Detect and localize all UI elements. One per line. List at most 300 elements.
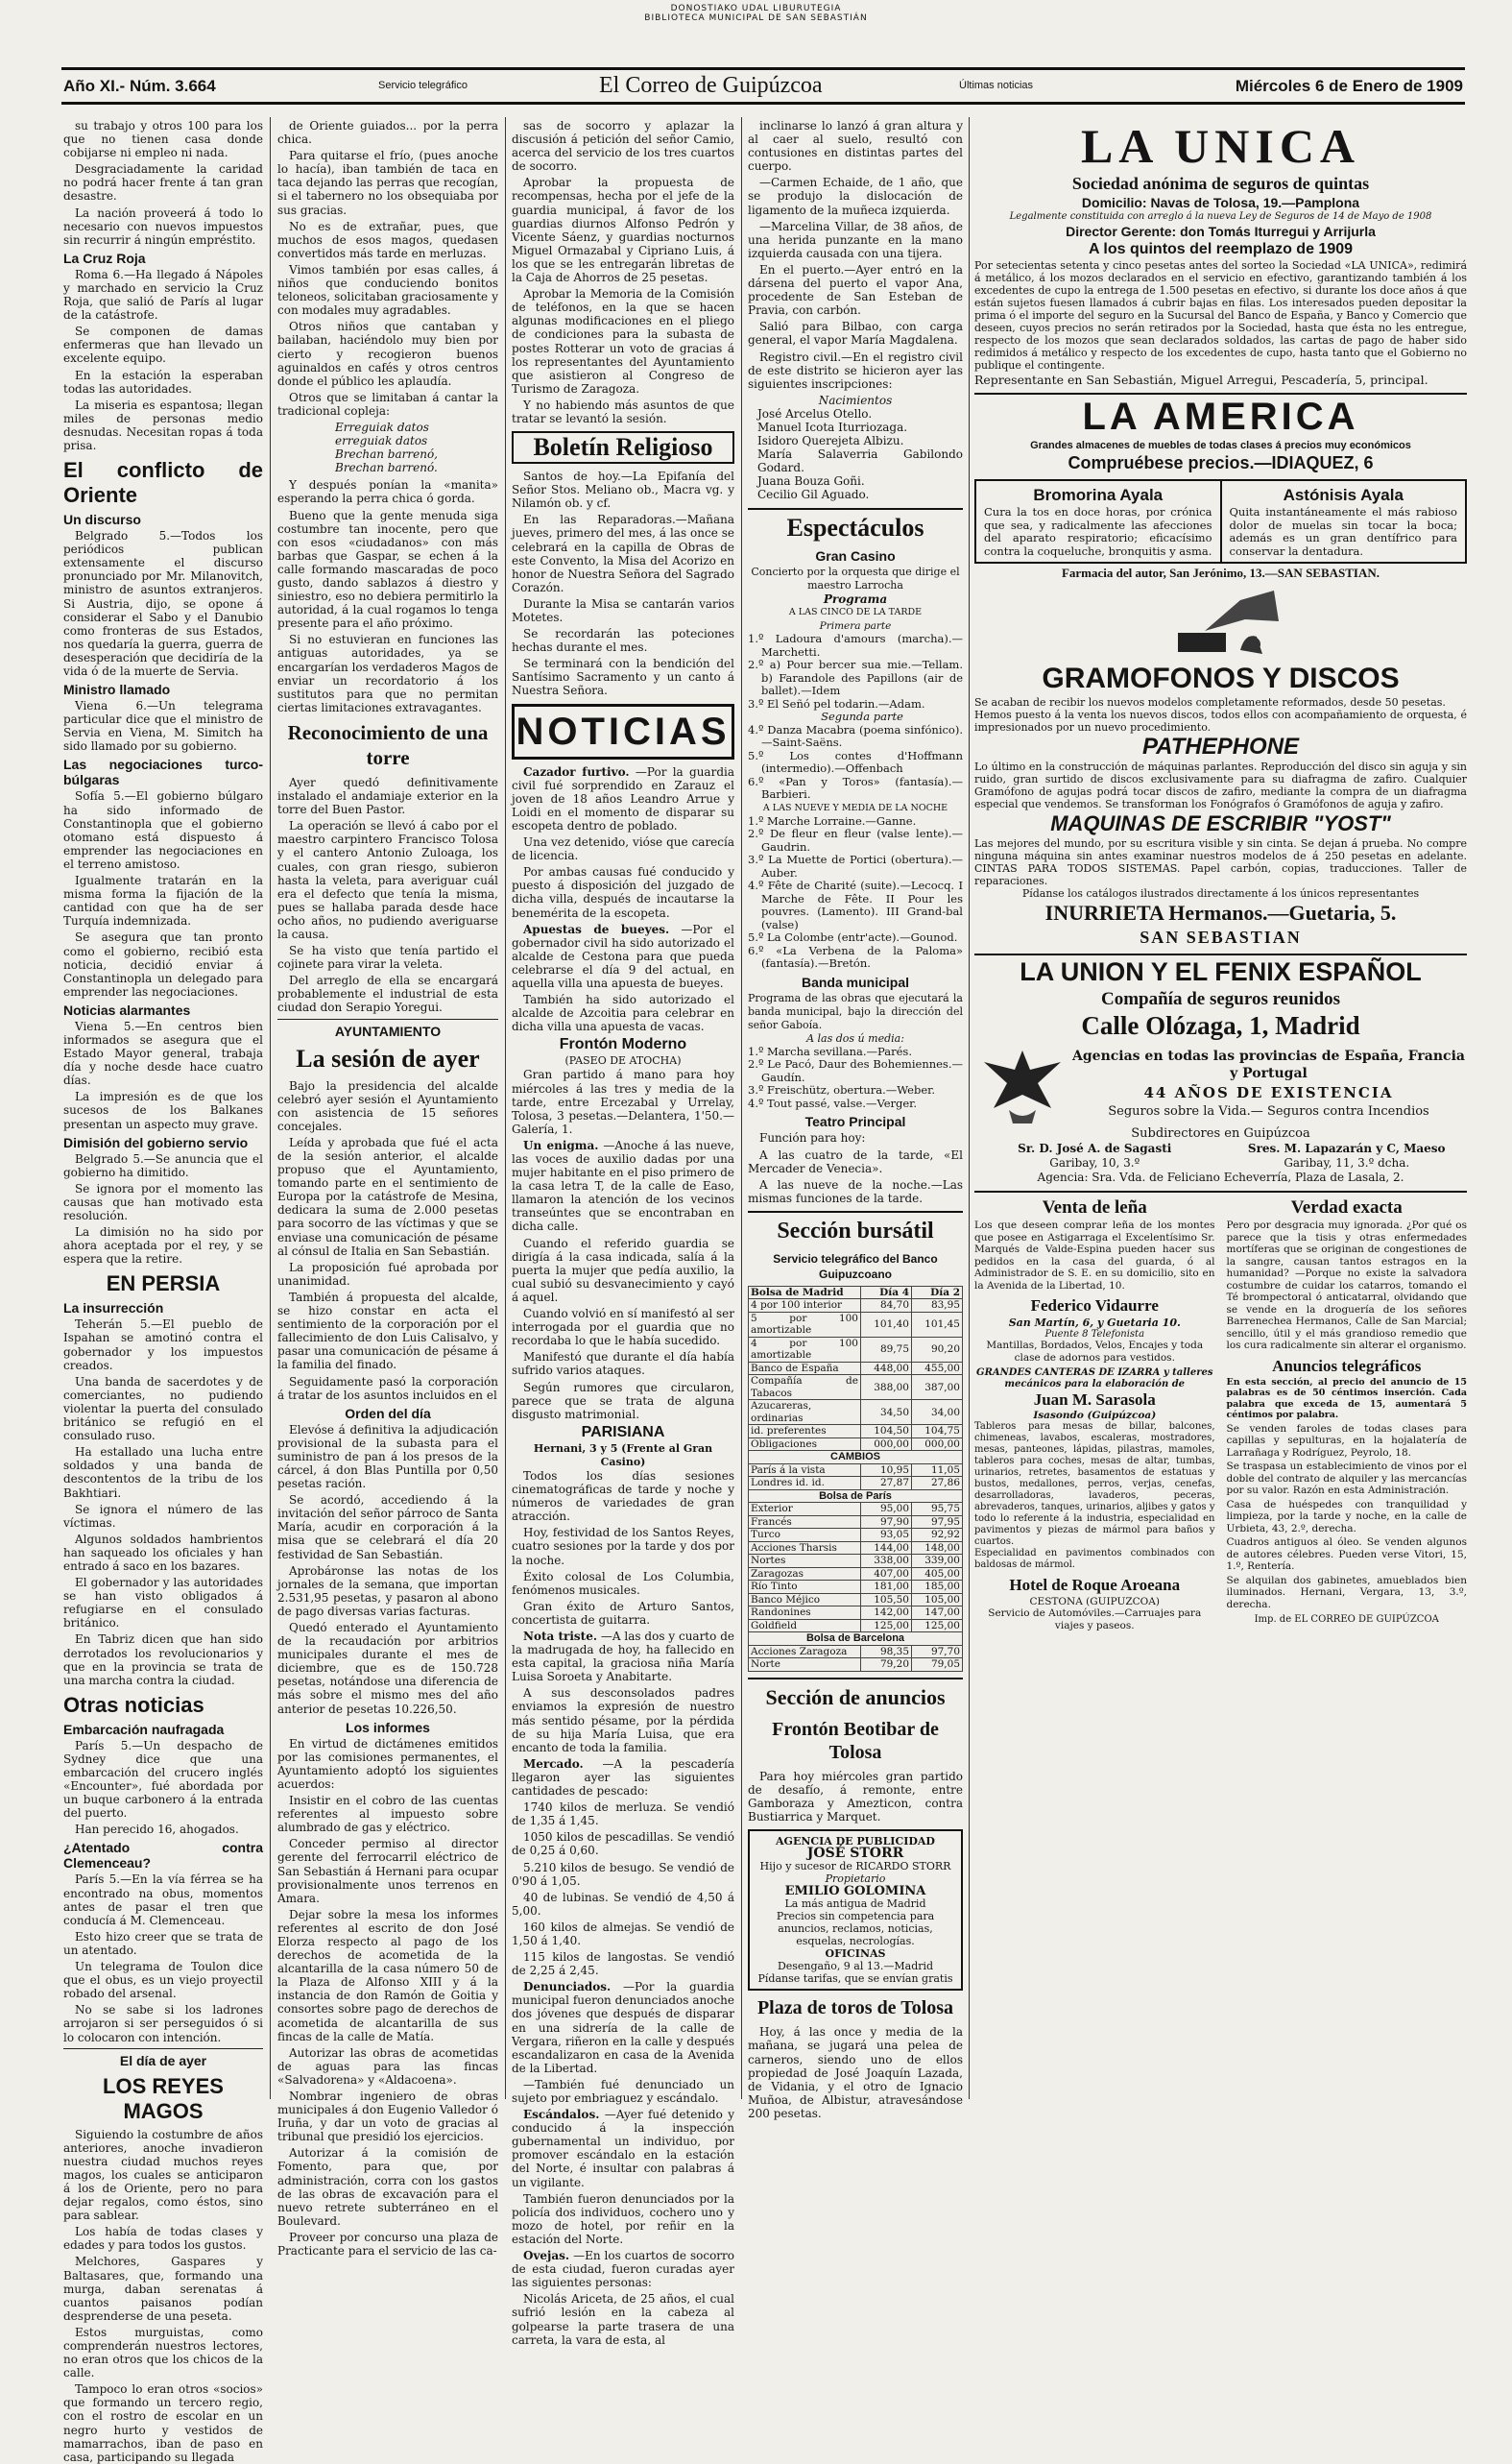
column-3 (512, 119, 734, 2347)
ad-line: Legalmente constituida con arreglo á la nueva Ley de Seguros de 14 de Mayo de 1908 (1009, 211, 1432, 222)
paragraph: Roma 6.—Ha llegado á Nápoles y marchado en servicio la Cruz Roja, que salió de París al lugar de la catástrofe. (63, 267, 263, 323)
subheading: A LAS NUEVE Y MEDIA DE LA NOCHE (762, 802, 948, 813)
item-text: —Por el gobernador civil ha sido autorizado el alcalde de Cestona para que pueda celebrarse el día 9 del actual, en aquella villa una apuesta de bueyes. (512, 922, 734, 990)
paragraph (512, 2108, 734, 2189)
table-section: Bolsa de Barcelona (749, 1632, 963, 1646)
section-heading: Embarcación naufragada (63, 1721, 225, 1737)
ad-title-sarasola: Juan M. Sarasola (1033, 1390, 1156, 1409)
ad-body: Por setecientas setenta y cinco pesetas antes del sorteo la Sociedad «LA UNICA», redimirá á metálico, á los mozos declarados en el servicio en efectivo, garantizando también á los excedentes de cupo la entrega de 1.500 pesetas en efectivo, si durante los doce años á que están sujetos fuesen llamados á cubrir bajas en filas. Los interesados pueden depositar la prima ó el importe del seguro en la Sucursal del Banco de España, y Banco y Comercio que deseen, cuyos precios no serán retirados por la Sociedad, hasta que ésta no les entregue, respecto de los mozos que sean declarados soldados, las cartas de pago de haber sido redimidos á metálico y respecto de los excedentes de cupo, hasta tanto que el Gobierno no publique el contingente. (974, 259, 1467, 372)
ad-body: Especialidad en pavimentos combinados con baldosas de mármol. (974, 1548, 1215, 1570)
ad-title: Bromorina Ayala (1033, 486, 1164, 504)
table-cell: Exterior (749, 1503, 861, 1516)
paragraph: En la estación la esperaban todas las autoridades. (63, 368, 263, 396)
paragraph: Tampoco lo eran otros «socios» que formando un tercero regio, con el rostro de escolar en un negro hurto y vestidos de mamarrachos, iban de paso en casa, participando su llegada (63, 2382, 263, 2464)
table-cell: Randonines (749, 1606, 861, 1620)
table-cell: 455,00 (912, 1362, 963, 1375)
paragraph: A sus desconsolados padres enviamos la expresión de nuestro más sentido pésame, por la pérdida de su hija María Luisa, que era encanto de toda la familia. (512, 1686, 734, 1754)
headline: Reconocimiento de una torre (287, 720, 489, 769)
paragraph: Teherán 5.—El pueblo de Ispahan se amotinó contra el gobernador y los impuestos creados. (63, 1317, 263, 1372)
subheading: Hernani, 3 y 5 (Frente al Gran Casino) (533, 1441, 713, 1468)
paragraph: Belgrado 5.—Se anuncia que el gobierno ha dimitido. (63, 1151, 263, 1179)
paragraph: Función para hoy: (759, 1131, 866, 1146)
table-row (749, 1312, 963, 1337)
ad-line: CESTONA (GUIPUZCOA) (1029, 1596, 1160, 1607)
paragraph: La nación proveerá á todo lo necesario con nuevos impuestos sin recurrir á ningún empréstito. (63, 205, 263, 247)
table-cell: Norte (749, 1658, 861, 1672)
paragraph: Para hoy miércoles gran partido de desafío, á remonte, entre Gamboraza y Amezticon, contra Bustiarrica y Marquet. (748, 1769, 963, 1824)
table-cell: 34,00 (912, 1400, 963, 1425)
ad-right (1220, 481, 1466, 562)
list-item: María Salaverria Gabilondo Godard. (757, 447, 963, 475)
paragraph: Si no estuvieran en funciones las antiguas autoridades, ya se encargarían los verdaderos Magos de enviar un recordatorio á los sustitutos para que no permitan ciertas limitaciones extravagantes. (277, 633, 498, 714)
table-row (749, 1581, 963, 1594)
paragraph: Aprobar la Memoria de la Comisión de teléfonos, en la que se hacen algunas modificaciones en el pliego de condiciones para la subasta de postes Rotterar un voto de gracias á los representantes del Ayuntamiento que asistieron al Congreso de Turismo de Zaragoza. (512, 287, 734, 396)
newspaper-title: El Correo de Guipúzcoa (599, 73, 823, 98)
ad-footer: Farmacia del autor, San Jerónimo, 13.—SAN SEBASTIAN. (1061, 566, 1380, 580)
ad-line: Isasondo (Guipúzcoa) (1033, 1410, 1157, 1421)
masthead-right-section: Últimas noticias (959, 80, 1034, 91)
paragraph: Cuando volvió en sí manifestó al ser interrogada por el guardia que no recordaba lo que le había sucedido. (512, 1307, 734, 1348)
paragraph: Se terminará con la bendición del Santísimo Sacramento y un canto á Nuestra Señora. (512, 657, 734, 698)
table-row (749, 1437, 963, 1451)
paragraph: Se ha visto que tenía partido el cojinete para virar la veleta. (277, 944, 498, 972)
ad-line: Garibay, 10, 3.º (1049, 1156, 1140, 1170)
ad-line: Precios sin competencia para anuncios, reclamos, noticias, esquelas, necrologías. (776, 1910, 935, 1948)
subdirector (1227, 1142, 1468, 1171)
table-cell: 10,95 (861, 1463, 912, 1477)
imprint: Imp. de EL CORREO DE GUIPÚZCOA (1254, 1614, 1439, 1625)
table-row (749, 1658, 963, 1672)
table-cell: 98,35 (861, 1645, 912, 1658)
section-heading: La insurrección (63, 1300, 164, 1317)
paragraph: Bajo la presidencia del alcalde celebró ayer sesión el Ayuntamiento con asistencia de 15 señores concejales. (277, 1078, 498, 1133)
program-item: 3.º El Señó pel todarin.—Adam. (748, 696, 925, 711)
paragraph: Manifestó que durante el día había sufrido varios ataques. (512, 1350, 734, 1378)
paragraph: Seguidamente pasó la corporación á tratar de los asuntos incluidos en el (277, 1374, 498, 1402)
table-row (749, 1463, 963, 1477)
paragraph: —Carmen Echaide, de 1 año, que se produjo la dislocación de ligamento de la muñeca izquierda. (748, 176, 963, 217)
paragraph: de Oriente guiados... por la perra chica. (277, 119, 498, 147)
section-heading: Los informes (346, 1719, 430, 1735)
ad-line: Sr. D. José A. de Sagasti (1018, 1142, 1172, 1155)
ad-line: OFICINAS (825, 1947, 886, 1961)
ad-line: San Martín, 6, y Guetaria 10. (1008, 1317, 1181, 1329)
verse-line: Brechan barrenó. (335, 461, 438, 475)
ad-subtitle: Sociedad anónima de seguros de quintas (1071, 174, 1370, 193)
paragraph: Durante la Misa se cantarán varios Motetes. (512, 596, 734, 624)
item-text: —Por la guardia municipal fueron denunciados anoche dos jóvenes que después de disparar en una sidrería de la calle de Vergara, riñeron en la calle y después escandalizaron en casa de la Avenida de la Libertad. (512, 1980, 734, 2075)
paragraph: Registro civil.—En el registro civil de este distrito se hicieron ayer las siguientes inscripciones: (748, 350, 963, 391)
table-row (749, 1375, 963, 1400)
ad-title-lena: Venta de leña (1042, 1197, 1147, 1218)
phoenix-icon (974, 1041, 1070, 1125)
paragraph: Ayer quedó definitivamente instalado el andamiaje exterior en la torre del Buen Pastor. (277, 775, 498, 817)
table-cell: 5 por 100 amortizable (749, 1312, 861, 1337)
headline: Sección bursátil (748, 1211, 963, 1245)
paragraph: Se ignora el número de las víctimas. (63, 1502, 263, 1530)
ad-line-part: Seguros sobre la Vida.— (1108, 1103, 1263, 1119)
paragraph: Aprobáronse las notas de los jornales de la semana, que importan 2.531,95 pesetas, y pasaron al abono de pago diversas varias facturas. (277, 1563, 498, 1618)
ad-title: Astónisis Ayala (1283, 486, 1404, 504)
paragraph: Una banda de sacerdotes y de comerciantes, no pudiendo violentar la puerta del consulado británico se refugió en el consulado ruso. (63, 1374, 263, 1443)
ad-title-la-unica: LA UNICA (1080, 119, 1361, 173)
paragraph: Dejar sobre la mesa los informes referentes al escrito de don José Elorza respecto al pago de los derechos de acometida de la alcantarilla de la casa número 50 de la Plaza de Alfonso XIII y á la instancia de don Ramón de Goitia y consortes sobre pago de derechos de acometida de alcantarilla de sus fincas de la calle de Matía. (277, 1907, 498, 2043)
paragraph (512, 1757, 734, 1798)
paragraph: Estos murguistas, como comprenderán nuestros lectores, no eran otros que los chicos de la calle. (63, 2325, 263, 2380)
ad-line: Desengaño, 9 al 13.—Madrid (777, 1960, 934, 1973)
paragraph: Autorizar las obras de acometidas de aguas para las fincas «Salvadorena» y «Aldacoena». (277, 2045, 498, 2087)
paragraph: También fueron denunciados por la policía dos individuos, cochero uno y mozo de hotel, por reñir en la estación del Norte. (512, 2191, 734, 2246)
paragraph: Hoy, á las once y media de la mañana, se jugará una pelea de carneros, siendo uno de ellos propiedad de José Joaquín Lazada, de Vidania, y el otro de Ignacio Muñoa, de Albistur, atravesándose 200 pesetas. (748, 2025, 963, 2120)
paragraph: También á propuesta del alcalde, se hizo constar en acta el sentimiento de la corporación por el fallecimiento de don Luis Calisalvo, y pasar una comunicación de pésame á la familia del finado. (277, 1290, 498, 1372)
table-header-row (749, 1489, 963, 1503)
ad-body: Los que deseen comprar leña de los montes que posee en Astigarraga el Excelentísimo Sr. Marqués de Valde-Espina pueden hacer sus pedidos en la casa del guarda, ó al Administrador de S. E. en su domicilio, sito en la Avenida de la Libertad, 10. (974, 1220, 1215, 1292)
ad-body: Quita instantáneamente el más rabioso dolor de muelas sin tocar la boca; además es un gran dentífrico para conservar la dentadura. (1229, 505, 1457, 558)
section-heading: Orden del día (345, 1405, 431, 1421)
ad-body: Tableros para mesas de billar, balcones, chimeneas, lavabos, escaleras, mostradores, mesas, panteones, lápidas, pilastras, mamoles, tableros para coches, mesas de altar, tumbas, urinarios, retretes, basamentos de estatuas y bustos, medallones, perros, verjas, cenefas, desarrolladoras, lavaderos, peceras, abrevaderos, tanques, urinarios, aljibes y gatos y todo lo referente á la industria, especialidad en pavimentos y piezas de mármol para baños y cuartos. (974, 1421, 1215, 1547)
subheading: (PASEO DE ATOCHA) (564, 1054, 682, 1068)
item-heading: Cazador furtivo. (523, 764, 630, 779)
table-cell: Banco Méjico (749, 1593, 861, 1606)
paragraph: Éxito colosal de Los Columbia, fenómenos musicales. (512, 1569, 734, 1597)
table-cell: Zaragozas (749, 1567, 861, 1581)
table-body (749, 1645, 963, 1671)
subheading: Servicio telegráfico del Banco Guipuzcoano (773, 1251, 938, 1281)
stock-table (748, 1286, 963, 1672)
table-header-row (749, 1286, 963, 1299)
list-item: Isidoro Querejeta Albizu. (757, 434, 904, 448)
item-heading: Un enigma. (523, 1138, 599, 1152)
classified: Cuadros antiguos al óleo. Se venden algunos de autores célebres. Pueden verse Vitori, 15, 1.º, Rentería. (1226, 1536, 1467, 1572)
paragraph: Sofía 5.—El gobierno búlgaro ha sido informado de Constantinopla que el gobierno otomano está dispuesto á emprender las negociaciones en el terreno amistoso. (63, 789, 263, 871)
masthead (61, 73, 1465, 100)
ad-line: 44 AÑOS DE EXISTENCIA (1143, 1083, 1394, 1101)
ad-line: Representante en San Sebastián, Miguel Arregui, Pescadería, 5, principal. (974, 373, 1428, 387)
program-list (748, 1046, 963, 1111)
table-cell: 142,00 (861, 1606, 912, 1620)
table-cell: Acciones Tharsis (749, 1541, 861, 1555)
paragraph: —También fué denunciado un sujeto por embriaguez y escándalo. (512, 2077, 734, 2105)
paragraph: Aprobar la propuesta de recompensas, hecha por el jefe de la guardia municipal, á favor de los guardias diurnos Alfonso Pedrón y Vicente Sáenz, y guardias nocturnos Miguel Ormazabal y Cipriano Luis, á los que se les entregarán libretas de la Caja de Ahorros de 25 pesetas. (512, 176, 734, 285)
table-cell: 97,90 (861, 1515, 912, 1529)
program-item: 6.º «Pan y Toros» (fantasía).—Barbieri. (748, 774, 963, 801)
paragraph (512, 765, 734, 833)
subheading: Concierto por la orquesta que dirige el maestro Larrocha (751, 565, 960, 592)
table-cell: 27,86 (912, 1477, 963, 1490)
program-item: 1.º Marche Lorraine.—Ganne. (748, 813, 917, 828)
paragraph: Se asegura que tan pronto como el gobierno, recibió esta noticia, decidió enviar á Constantinopla un delegado para emprender las negociaciones. (63, 930, 263, 999)
gramophone-icon (1149, 583, 1293, 660)
paragraph: Otros niños que cantaban y bailaban, haciéndolo muy bien por cierto y recogieron buenos aguinaldos en cafés y otros centros donde el público les aplaudía. (277, 320, 498, 388)
table-cell: 34,50 (861, 1400, 912, 1425)
table-cell: 405,00 (912, 1567, 963, 1581)
subdirector (974, 1142, 1215, 1171)
paragraph: Por ambas causas fué conducido y puesto á disposición del juzgado de dicha villa, después de incautarse la benemérita de la escopeta. (512, 865, 734, 920)
section-heading: Gran Casino (815, 547, 896, 564)
paragraph: Bueno que la gente menuda siga costumbre tan inocente, pero que con esos «ciudadanos» con más barbas que Gaspar, se echen á la calle formando mascaradas de poco gusto, dando sablazos á diestro y siniestro, eso no debiera permitirlo la autoridad, á la cual rogamos lo tenga presente para el año próximo. (277, 508, 498, 631)
section-heading: Banda municipal (801, 974, 910, 990)
ad-left (976, 481, 1220, 562)
ad-body: Pero por desgracia muy ignorada. ¿Por qué os parece que la tisis y otras enfermedades mortíferas que se originan de congestiones de la sangre, causan tantos estragos en la humanidad? —Porque no existe la salvadora costumbre de cuidar los catarros, tomando el Té brompectoral ó anticatarral, olvidando que se vende en la droguería de los señores Barrenechea Hermanos, Calle de San Marcial; sencillo, útil y el más grandioso remedio que los cura radicalmente sin alterar el organismo. (1226, 1220, 1467, 1351)
ad-line: AGENCIA DE PUBLICIDAD (776, 1835, 935, 1848)
paragraph: En el puerto.—Ayer entró en la dársena del puerto el vapor Ana, procedente de San Esteban de Pravia, con carbón. (748, 262, 963, 318)
headline: Frontón Beotibar de Tolosa (772, 1718, 939, 1763)
paragraph: Todos los días sesiones cinematográficas de tarde y noche y números de variedades de gran atracción. (512, 1468, 734, 1524)
table-body (749, 1299, 963, 1451)
subheading: Nacimientos (818, 393, 893, 407)
paragraph: A las cuatro de la tarde, «El Mercader de Venecia». (748, 1147, 963, 1175)
program-item: 4.º Tout passé, valse.—Verger. (748, 1096, 918, 1110)
program-item: 6.º «La Verbena de la Paloma» (fantasía).—Bretón. (748, 943, 963, 971)
program-item: 4.º Fête de Charité (suite).—Lecocq. I Marche de Fête. II Pour les pouvres. (Lamento). III Grand-bal (valse) (748, 879, 963, 931)
paragraph: Hoy, festividad de los Santos Reyes, cuatro sesiones por la tarde y dos por la noche. (512, 1526, 734, 1567)
ad-line: Pídanse tarifas, que se envían gratis (757, 1972, 953, 1986)
paragraph: inclinarse lo lanzó á gran altura y al caer al suelo, resultó con contusiones en distintas partes del cuerpo. (748, 119, 963, 174)
table-cell: 147,00 (912, 1606, 963, 1620)
section-heading: Las negociaciones turco-búlgaras (63, 757, 263, 788)
headline: Otras noticias (63, 1692, 204, 1717)
program-item: 1.º Ladoura d'amours (marcha).—Marchetti. (748, 632, 963, 659)
paragraph: La operación se llevó á cabo por el maestro carpintero Francisco Tolosa y el cantero Antonio Zuloaga, los cuales, con gran riesgo, subieron hasta la veleta, para averiguar cuál era el defecto que tenía la misma, pues se hallaba parada desde hace ocho años, no pudiendo averiguarse la causa. (277, 819, 498, 941)
program-item: 5.º Los contes d'Hoffmann (intermedio).—Offenbach (748, 748, 963, 775)
headline: Boletín Religioso (512, 431, 734, 464)
ad-line: Agencias en todas las provincias de España, Francia y Portugal (1072, 1048, 1465, 1081)
item-text: —Por la guardia civil fué sorprendido en Zarauz el joven de 18 años Leandro Arrue y Loidi en el momento de disparar su escopeta dentro de poblado. (512, 764, 734, 833)
paragraph: No se sabe si los ladrones arrojaron si ser perseguidos ó si lo colocaron con intención. (63, 2003, 263, 2044)
paragraph: Según rumores que circularon, parece que se trata de alguna disgusto matrimonial. (512, 1380, 734, 1421)
agency-ad (748, 1829, 963, 1991)
ad-body: Las mejores del mundo, por su escritura visible y sin cinta. Se dejan á prueba. No compre ninguna máquina sin antes examinar nuestros modelos de á 250 pesetas en adelante. CINTAS PARA TODOS SISTEMAS. Papel carbón, copias, traducciones. Taller de reparaciones. (974, 837, 1467, 887)
paragraph: Elevóse á definitiva la adjudicación provisional de la subasta para el suministro de pan á los presos de la cárcel, á don Blas Puntilla por 0,50 pesetas ración. (277, 1422, 498, 1491)
table-cell: 93,05 (861, 1529, 912, 1542)
table-cell: Acciones Zaragoza (749, 1645, 861, 1658)
paragraph: Algunos soldados hambrientos han saqueado los oficiales y han entrado á saco en los bazares. (63, 1532, 263, 1573)
table-cell: Obligaciones (749, 1437, 861, 1451)
item-heading: Nota triste. (523, 1630, 598, 1643)
classified: Casa de huéspedes con tranquilidad y limpieza, por la tarde y noche, en la calle de Urbieta, 43, 2.º, derecha. (1226, 1498, 1467, 1534)
table-cell: 92,92 (912, 1529, 963, 1542)
ad-title-fenix: LA UNION Y EL FENIX ESPAÑOL (1020, 957, 1422, 986)
ad-title-telegraficos: Anuncios telegráficos (1272, 1356, 1422, 1375)
table-cell: 105,00 (912, 1593, 963, 1606)
paragraph: El gobernador y las autoridades se han visto obligados á refugiarse en el consulado británico. (63, 1576, 263, 1631)
ad-line: Sres. M. Lapazarán y C, Maeso (1247, 1142, 1446, 1155)
ad-body: Servicio de Automóviles.—Carruajes para viajes y paseos. (988, 1607, 1202, 1631)
ad-line: JOSÉ STORR (806, 1846, 904, 1862)
table-row (749, 1477, 963, 1490)
paragraph: Igualmente tratarán en la misma forma la fijación de la cantidad con que ha de ser Turquía indemnizada. (63, 874, 263, 929)
table-cell: 4 por 100 amortizable (749, 1337, 861, 1362)
table-cell: París á la vista (749, 1463, 861, 1477)
list-item: Cecilio Gil Aguado. (757, 488, 870, 502)
section-heading: El día de ayer (63, 2048, 263, 2068)
issue-date: Miércoles 6 de Enero de 1909 (1235, 77, 1463, 95)
ad-line-part: Seguros contra Incendios (1266, 1103, 1429, 1119)
column-1 (63, 119, 263, 2464)
ad-line: Calle Olózaga, 1, Madrid (1081, 1011, 1360, 1040)
section-heading: PARISIANA (581, 1423, 665, 1440)
paragraph: Se componen de damas enfermeras que han llevado un excelente equipo. (63, 325, 263, 366)
table-cell: 407,00 (861, 1567, 912, 1581)
lower-ads-left (974, 1196, 1215, 1631)
advertising-column (974, 119, 1467, 2097)
table-cell: Nortes (749, 1555, 861, 1568)
paragraph: Y no habiendo más asuntos de que tratar se levantó la sesión. (512, 398, 734, 425)
ad-line: Agencia: Sra. Vda. de Feliciano Echeverría, Plaza de Lasala, 2. (1037, 1171, 1404, 1184)
table-cell: 97,70 (912, 1645, 963, 1658)
item-heading: Mercado. (523, 1756, 584, 1771)
table-header: Día 2 (912, 1286, 963, 1299)
paragraph: Salió para Bilbao, con carga general, el vapor María Magdalena. (748, 320, 963, 348)
lower-ads (974, 1191, 1467, 1631)
column-divider (969, 117, 970, 2099)
table-row (749, 1593, 963, 1606)
paragraph: París 5.—En la vía férrea se ha encontrado na obus, momentos antes de pasar el tren que conducía á M. Clemenceau. (63, 1872, 263, 1927)
table-cell: 181,00 (861, 1581, 912, 1594)
subdirectors (974, 1142, 1467, 1171)
table-cell: Londres id. id. (749, 1477, 861, 1490)
verse-line: erreguiak datos (335, 434, 428, 448)
table-cell: 144,00 (861, 1541, 912, 1555)
table-row (749, 1515, 963, 1529)
paragraph: Para quitarse el frío, (pues anoche lo hacía), iban también de taca en taca dejando las perras que recogían, si el tabernero no los obsequiaba por sus gracias. (277, 149, 498, 217)
item-text: —A las dos y cuarto de la madrugada de hoy, ha fallecido en esta capital, la graciosa niña María Luisa Soroeta y Anabitarte. (512, 1630, 734, 1684)
issue-number: Año XI.- Núm. 3.664 (63, 77, 216, 95)
masthead-rule-top (61, 67, 1465, 70)
paragraph: No es de extrañar, pues, que muchos de esos magos, quedasen convertidos más tarde en merluzas. (277, 219, 498, 260)
item-heading: Escándalos. (523, 2108, 600, 2122)
table-cell: 000,00 (861, 1437, 912, 1451)
table-row (749, 1362, 963, 1375)
ad-line: Pídanse los catálogos ilustrados directamente á los únicos representantes (1021, 887, 1420, 900)
paragraph: Nicolás Ariceta, de 25 años, el cual sufrió lesión en la cabeza al golpearse la parte trasera de una carreta, la vara de esta, al (512, 2292, 734, 2347)
table-header-row (749, 1451, 963, 1464)
ad-title-vidaurre: Federico Vidaurre (1030, 1296, 1159, 1315)
table-cell: Banco de España (749, 1362, 861, 1375)
paragraph: Belgrado 5.—Todos los periódicos publican extensamente el discurso pronunciado por Mr. Milanovitch, ministro de asuntos extranjeros. Si Austria, dijo, se opone á considerar el Sabo y el Danubio como fronteras de sus Estados, nos quedaría la guerra, guerra de desesperación que decidiría de la vida ó de la muerte de Servia. (63, 529, 263, 678)
table-cell: 101,45 (912, 1312, 963, 1337)
masthead-left-section: Servicio telegráfico (378, 80, 468, 91)
paragraph: 1740 kilos de merluza. Se vendió de 1,35 á 1,45. (512, 1800, 734, 1828)
paragraph: Se ignora por el momento las causas que han motivado esta resolución. (63, 1181, 263, 1222)
table-cell: 95,75 (912, 1503, 963, 1516)
paragraph: 115 kilos de langostas. Se vendió de 2,25 á 2,45. (512, 1950, 734, 1978)
paragraph: su trabajo y otros 100 para los que no tienen casa donde cobijarse ni empleo ni nada. (63, 119, 263, 160)
program-list (748, 633, 963, 802)
item-text: —En los cuartos de socorro de esta ciudad, fueron curadas ayer las siguientes personas: (512, 2249, 734, 2290)
paragraph: Melchores, Gaspares y Baltasares, que, formando una murga, daban serenatas á cuantos paisanos podían desprenderse de una peseta. (63, 2255, 263, 2323)
lower-ads-right (1227, 1196, 1468, 1631)
item-heading: Apuestas de bueyes. (523, 922, 670, 936)
column-divider (505, 117, 506, 2099)
item-heading: Ovejas. (523, 2249, 570, 2263)
paragraph: Ha estallado una lucha entre soldados y una banda de descontentos de la tribu de los Bakhtiari. (63, 1445, 263, 1500)
paragraph: Gran éxito de Arturo Santos, concertista de guitarra. (512, 1599, 734, 1627)
table-cell: 339,00 (912, 1555, 963, 1568)
headline: LOS REYES MAGOS (103, 2073, 224, 2123)
table-body (749, 1503, 963, 1632)
section-heading: Frontón Moderno (559, 1036, 687, 1053)
table-cell: 90,20 (912, 1337, 963, 1362)
paragraph: París 5.—Un despacho de Sydney dice que una embarcación del crucero inglés «Encounter», fué abordada por un buque carbonero á la entrada del puerto. (63, 1738, 263, 1821)
paragraph: Insistir en el cobro de las cuentas referentes al impuesto sobre alumbrado de gas y eléctrico. (277, 1794, 498, 1835)
table-row (749, 1503, 963, 1516)
paragraph: Un telegrama de Toulon dice que el obus, es un viejo proyectil robado del arsenal. (63, 1960, 263, 2001)
table-cell: 000,00 (912, 1437, 963, 1451)
paragraph: Se acordó, accediendo á la invitación del señor párroco de Santa María, acudir en corporación á la misa que se celebrará el día 20 festividad de San Sebastián. (277, 1493, 498, 1561)
table-cell: Goldfield (749, 1619, 861, 1632)
section-heading: Dimisión del gobierno servio (63, 1134, 249, 1150)
paragraph: 160 kilos de almejas. Se vendió de 1,50 á 1,40. (512, 1920, 734, 1947)
table-cell: 84,70 (861, 1299, 912, 1313)
table-header: Día 4 (861, 1286, 912, 1299)
item-heading: Denunciados. (523, 1980, 612, 1994)
table-cell: 79,05 (912, 1658, 963, 1672)
paragraph: La impresión es de que los sucesos de los Balkanes presentan un aspecto muy grave. (63, 1090, 263, 1131)
table-row (749, 1299, 963, 1313)
paragraph: A las nueve de la noche.—Las mismas funciones de la tarde. (748, 1177, 963, 1205)
table-cell: 79,20 (861, 1658, 912, 1672)
table-row (749, 1541, 963, 1555)
table-body (749, 1463, 963, 1489)
paragraph: 40 de lubinas. Se vendió de 4,50 á 5,00. (512, 1890, 734, 1918)
program-item: 3.º La Muette de Portici (obertura).—Auber. (748, 853, 963, 880)
paragraph: Vimos también por esas calles, á niños que conduciendo bonitos teloneos, solicitaban graciosamente y con modales muy agradables. (277, 262, 498, 318)
ad-body: En esta sección, al precio del anuncio de 15 palabras es de 50 céntimos inserción. Cada palabra que exceda de 15, aumentará 5 céntimos por palabra. (1226, 1376, 1467, 1420)
ad-line: INURRIETA Hermanos.—Guetaria, 5. (1044, 901, 1397, 925)
table-cell: Compañía de Tabacos (749, 1375, 861, 1400)
ad-line: Director Gerente: don Tomás Iturregui y Arrijurla (1066, 224, 1376, 239)
paragraph (512, 923, 734, 990)
paragraph (512, 2249, 734, 2289)
program-item: 2.º De fleur en fleur (valse lente).—Gaudrin. (748, 827, 963, 854)
ad-line: Domicilio: Navas de Tolosa, 19.—Pamplona (1081, 195, 1360, 210)
paragraph: La dimisión no ha sido por ahora aceptada por el rey, y se espera que la retire. (63, 1225, 263, 1267)
ad-title-verdad: Verdad exacta (1290, 1197, 1403, 1218)
program-item: 2.º a) Pour bercer sua mie.—Tellam. b) Farandole des Papillons (air de ballet).—Idem (748, 658, 963, 697)
table-row (749, 1645, 963, 1658)
list-item: José Arcelus Otello. (757, 406, 873, 421)
table-cell: 388,00 (861, 1375, 912, 1400)
table-cell: 125,00 (912, 1619, 963, 1632)
subheading: A LAS CINCO DE LA TARDE (788, 606, 923, 617)
table-cell: 387,00 (912, 1375, 963, 1400)
classified: Se venden faroles de todas clases para capillas y sepulturas, en la hojalatería de Larrañaga y Rodríguez, Peyrolo, 18. (1226, 1422, 1467, 1459)
fenix-text (1070, 1048, 1467, 1120)
paragraph: Gran partido á mano para hoy miércoles á las tres y media de la tarde, entre Ercezabal y Urrelay, Tolosa, 3 pesetas.—Delantera, 1'50.— Galería, 1. (512, 1068, 734, 1136)
section-heading: ¿Atentado contra Clemenceau? (63, 1840, 263, 1872)
table-cell: 185,00 (912, 1581, 963, 1594)
table-row (749, 1400, 963, 1425)
program-item: 4.º Danza Macabra (poema sinfónico).—Saint-Saëns. (748, 722, 963, 749)
table-cell: 89,75 (861, 1337, 912, 1362)
table-row (749, 1567, 963, 1581)
ad-line (1070, 1103, 1467, 1120)
ad-line: GRANDES CANTERAS DE IZARRA y talleres mecánicos para la elaboración de (976, 1367, 1213, 1389)
paragraph (512, 1980, 734, 2075)
headline: EN PERSIA (106, 1271, 221, 1296)
section-heading: Ministro llamado (63, 682, 171, 698)
ad-line: Compañía de seguros reunidos (1101, 989, 1340, 1009)
ad-line: EMILIO GOLOMINA (784, 1884, 926, 1899)
paragraph: —Marcelina Villar, de 38 años, de una herida punzante en la mano izquierda causada con una tijera. (748, 219, 963, 260)
table-cell: Turco (749, 1529, 861, 1542)
program-item: 5.º La Colombe (entr'acte).—Gounod. (748, 930, 958, 945)
table-section: CAMBIOS (749, 1451, 963, 1464)
table-row (749, 1425, 963, 1438)
ad-line: Compruébese precios.—IDIAQUEZ, 6 (1068, 453, 1374, 472)
ayala-ad (974, 479, 1467, 564)
